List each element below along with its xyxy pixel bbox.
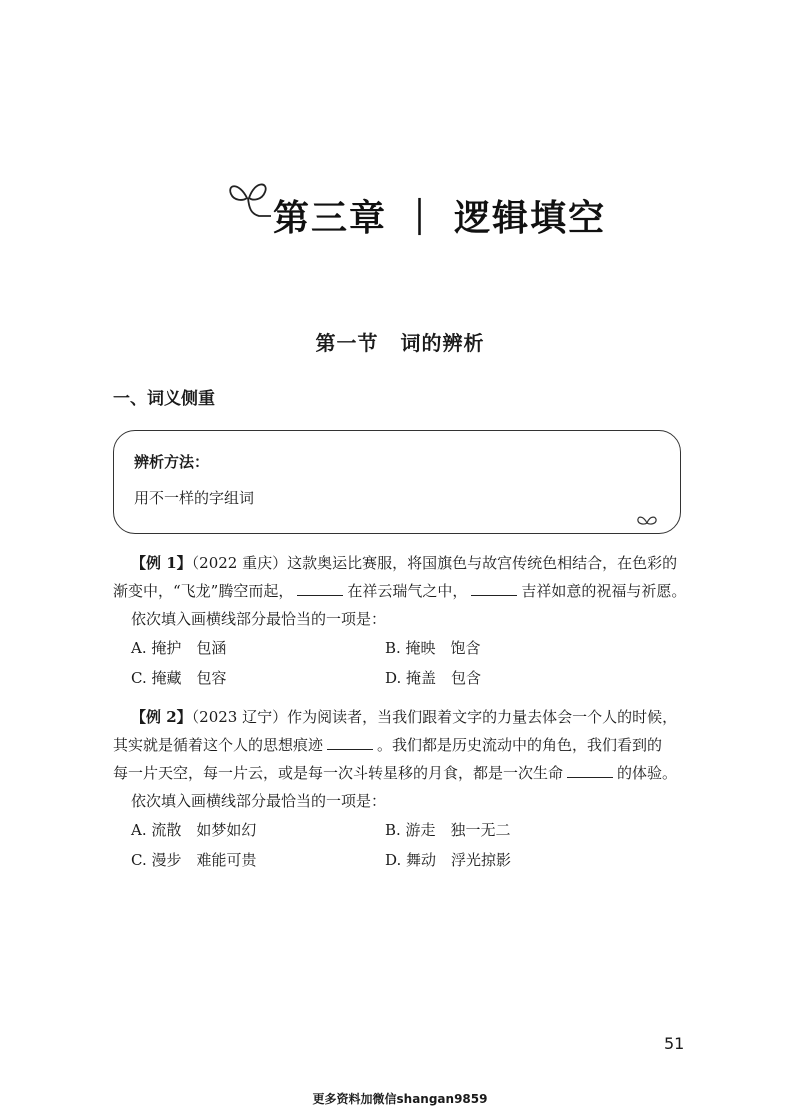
option-c: C. 漫步 难能可贵 [131,851,257,869]
question-stem-line [113,549,693,577]
question-text: 在祥云瑞气之中， [347,582,468,600]
answer-blank [327,735,373,750]
page-number: 51 [664,1034,685,1053]
options-grid [113,815,693,875]
option-b: B. 掩映 饱含 [385,639,481,657]
option-b: B. 游走 独一无二 [385,821,511,839]
question-1 [113,549,693,693]
question-tag: 【例 1】 [131,554,192,572]
question-text: 吉祥如意的祝福与祈愿。 [521,582,687,600]
footer-note: 更多资料加微信shangan9859 [312,1092,488,1106]
question-prompt: 依次填入画横线部分最恰当的一项是： [131,792,387,810]
chapter-title: 第三章 ｜ 逻辑填空 [273,198,607,239]
method-box [113,430,681,534]
section-title: 词的辨析 [400,331,485,355]
method-text: 用不一样的字组词 [134,489,255,507]
leaf-icon [636,513,658,527]
question-text: 作为阅读者，当我们跟着文字的力量去体会一个人的时候， [287,708,678,726]
chapter-heading [225,170,607,250]
answer-blank [297,581,343,596]
section-heading [0,327,800,356]
question-tag: 【例 2】 [131,708,192,726]
question-stem-line [113,759,693,787]
question-stem-line [113,731,693,759]
question-text: 每一片天空，每一片云，或是每一次斗转星移的月食，都是一次生命 [113,764,564,782]
question-stem-line [113,703,693,731]
question-stem-line [113,577,693,605]
question-prompt: 依次填入画横线部分最恰当的一项是： [131,610,387,628]
option-d: D. 掩盖 包含 [385,669,482,687]
question-text: 的体验。 [617,764,678,782]
question-source: （2022 重庆） [191,554,288,572]
section-number: 第一节 [315,331,379,355]
option-a: A. 流散 如梦如幻 [131,821,257,839]
option-c: C. 掩藏 包容 [131,669,227,687]
options-grid [113,633,693,693]
subsection-title: 一、词义侧重 [113,389,215,409]
question-source: （2023 辽宁） [191,708,288,726]
answer-blank [567,763,613,778]
question-text: 。我们都是历史流动中的角色，我们看到的 [377,736,663,754]
method-label: 辨析方法： [134,453,210,471]
answer-blank [471,581,517,596]
question-text: 其实就是循着这个人的思想痕迹 [113,736,324,754]
question-text: 渐变中，“飞龙”腾空而起， [113,582,294,600]
sprout-icon [225,170,275,230]
question-2 [113,703,693,875]
option-d: D. 舞动 浮光掠影 [385,851,512,869]
question-text: 这款奥运比赛服，将国旗色与故宫传统色相结合，在色彩的 [287,554,678,572]
option-a: A. 掩护 包涵 [131,639,227,657]
